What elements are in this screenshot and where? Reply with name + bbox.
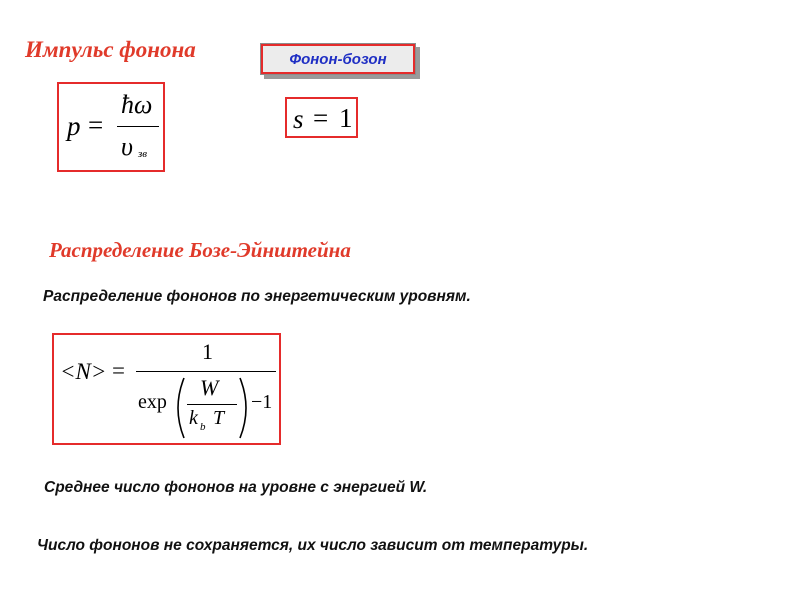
bose-inner-T: T — [213, 407, 225, 429]
bose-left-paren-icon — [169, 376, 187, 440]
bose-minus-one: −1 — [251, 391, 273, 413]
momentum-denominator: υ — [121, 132, 133, 161]
bose-inner-numerator: W — [200, 375, 219, 400]
text-distribution: Распределение фононов по энергетическим уровням. — [43, 288, 471, 305]
spin-value: 1 — [339, 103, 353, 133]
momentum-eq: = — [88, 110, 104, 140]
spin-eq: = — [313, 103, 329, 133]
badge-phonon-boson — [260, 43, 416, 75]
bose-inner-k-subscript: b — [200, 421, 206, 433]
text-conservation: Число фононов не сохраняется, их число зависит от температуры. — [37, 537, 589, 554]
bose-inner-fraction-line — [187, 404, 237, 405]
bose-inner-k: k — [189, 407, 198, 429]
heading-momentum: Импульс фонона — [25, 37, 196, 62]
bose-lhs: <N> — [60, 359, 107, 384]
badge-inner-frame — [261, 44, 415, 74]
formula-momentum-box — [57, 82, 165, 172]
formula-bose-box — [52, 333, 281, 445]
momentum-numerator: ħω — [121, 90, 153, 119]
bose-exp: exp — [138, 391, 167, 413]
formula-spin-box — [285, 97, 358, 138]
bose-fraction-line — [136, 371, 276, 372]
text-average: Среднее число фононов на уровне с энергией W. — [44, 479, 428, 496]
bose-numerator: 1 — [202, 339, 213, 364]
spin-var: s — [293, 104, 304, 134]
heading-distribution: Распределение Бозе-Эйнштейна — [49, 238, 351, 262]
badge-label: Фонон-бозон — [289, 50, 387, 68]
bose-eq: = — [112, 358, 125, 383]
momentum-lhs: p — [67, 111, 81, 141]
momentum-fraction-line — [117, 126, 159, 127]
momentum-denominator-subscript: зв — [138, 148, 148, 160]
